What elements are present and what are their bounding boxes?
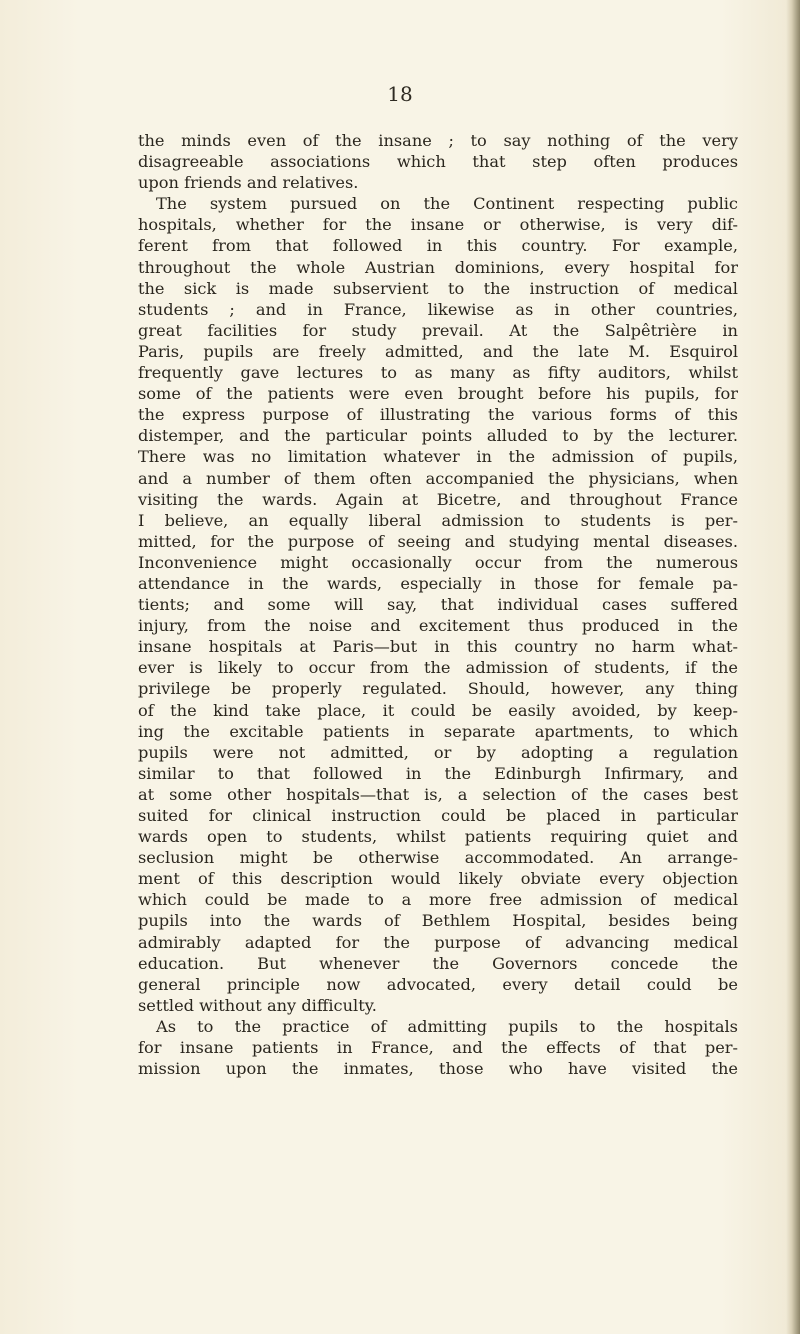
text-line: general principle now advocated, every detail could be [138, 974, 738, 994]
text-line: the sick is made subservient to the instruction of medical [138, 278, 738, 298]
text-line: Inconvenience might occasionally occur from the numerous [138, 552, 738, 572]
text-line: seclusion might be otherwise accommodated. An arrange- [138, 848, 738, 868]
text-line: ing the excitable patients in separate apartments, to which [138, 721, 738, 741]
text-line: mission upon the inmates, those who have visited the [138, 1059, 738, 1079]
text-line: As to the practice of admitting pupils to the hospitals [156, 1016, 738, 1036]
text-line: upon friends and relatives. [138, 173, 359, 193]
text-line: suited for clinical instruction could be placed in particular [138, 806, 738, 825]
text-line: students ; and in France, likewise as in other countries, [138, 299, 738, 319]
text-line: education. But whenever the Governors concede the [138, 953, 738, 973]
text-line: of the kind take place, it could be easily avoided, by keep- [138, 700, 738, 720]
text-line: the minds even of the insane ; to say nothing of the very [138, 131, 738, 150]
text-line: mitted, for the purpose of seeing and studying mental diseases. [138, 531, 738, 551]
text-line: injury, from the noise and excitement thus produced in the [138, 616, 738, 636]
text-line: disagreeable associations which that step often produces [138, 152, 738, 172]
text-line: which could be made to a more free admission of medical [138, 890, 738, 910]
body-text [138, 130, 738, 1079]
text-line: for insane patients in France, and the effects of that per- [138, 1038, 738, 1058]
text-line: great facilities for study prevail. At the Salpêtrière in [138, 320, 738, 340]
text-line: distemper, and the particular points alluded to by the lecturer. [138, 426, 738, 446]
page-number: 18 [387, 82, 413, 106]
text-line: insane hospitals at Paris—but in this country no harm what- [138, 637, 738, 657]
text-line: Paris, pupils are freely admitted, and the late M. Esquirol [138, 341, 738, 361]
text-line: privilege be properly regulated. Should, however, any thing [138, 679, 738, 699]
text-line: some of the patients were even brought before his pupils, for [138, 384, 738, 404]
page-edge-shadow [786, 0, 800, 1334]
text-line: I believe, an equally liberal admission to students is per- [138, 510, 738, 530]
text-line: throughout the whole Austrian dominions, every hospital for [138, 257, 738, 277]
text-line: admirably adapted for the purpose of advancing medical [138, 932, 738, 952]
text-line: tients; and some will say, that individual cases suffered [138, 595, 738, 615]
text-line: frequently gave lectures to as many as fifty auditors, whilst [138, 363, 738, 383]
text-line: settled without any difficulty. [138, 995, 377, 1015]
text-line: at some other hospitals—that is, a selection of the cases best [138, 784, 738, 804]
text-line: similar to that followed in the Edinburgh Infirmary, and [138, 763, 738, 783]
text-line: pupils were not admitted, or by adopting a regulation [138, 742, 738, 762]
text-line: pupils into the wards of Bethlem Hospital, besides being [138, 911, 738, 931]
text-line: ever is likely to occur from the admission of students, if the [138, 658, 738, 678]
text-line: wards open to students, whilst patients requiring quiet and [138, 827, 738, 847]
text-line: hospitals, whether for the insane or otherwise, is very dif- [138, 215, 738, 235]
text-line: The system pursued on the Continent respecting public [156, 194, 738, 214]
text-line: There was no limitation whatever in the admission of pupils, [138, 447, 738, 467]
text-line: attendance in the wards, especially in those for female pa- [138, 573, 738, 593]
text-line: and a number of them often accompanied the physicians, when [138, 468, 738, 488]
text-line: ferent from that followed in this country. For example, [138, 236, 738, 256]
text-line: visiting the wards. Again at Bicetre, and throughout France [138, 489, 738, 509]
text-line: ment of this description would likely obviate every objection [138, 869, 738, 889]
text-line: the express purpose of illustrating the various forms of this [138, 405, 738, 425]
